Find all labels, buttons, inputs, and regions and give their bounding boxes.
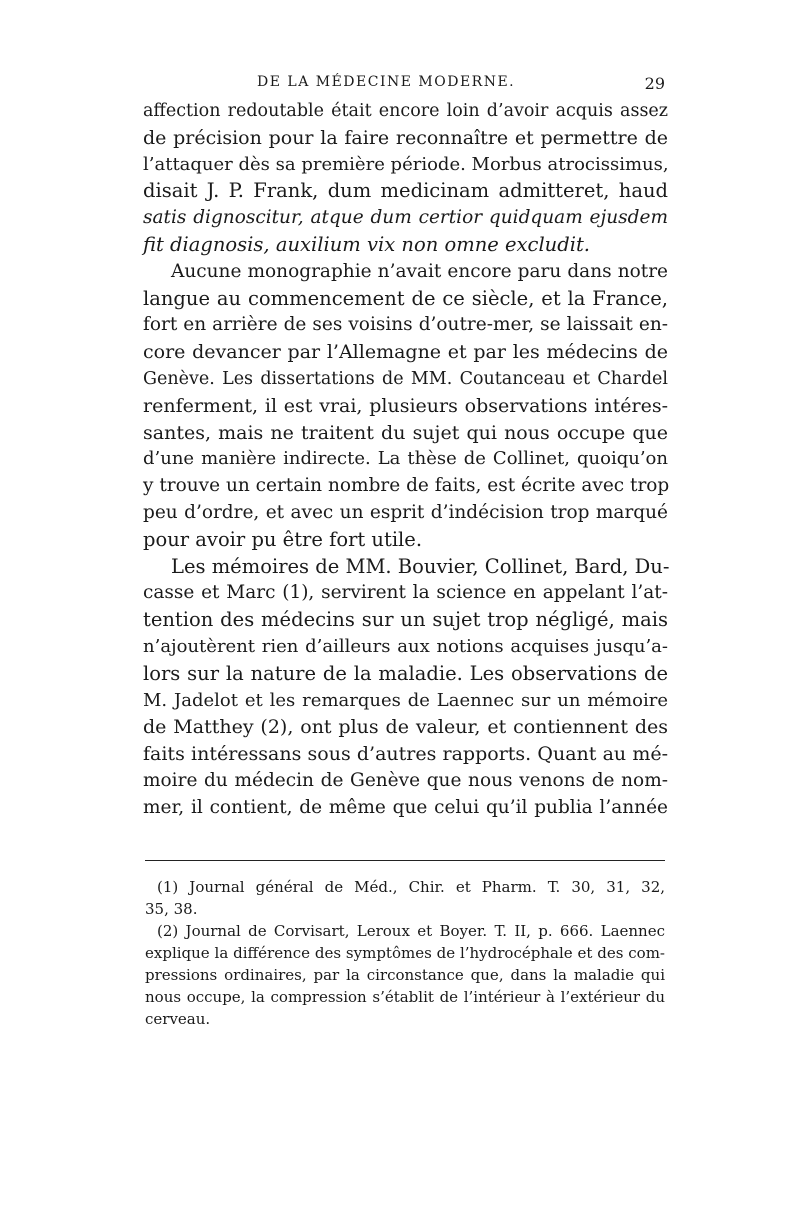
footnote-line: explique la différence des symptômes de l’hydrocéphale et des com- [145, 944, 665, 962]
page-number: 29 [644, 74, 665, 93]
text-line: satis dignoscitur, atque dum certior quidquam ejusdem [143, 207, 668, 229]
text-line: tention des médecins sur un sujet trop négligé, mais [143, 608, 668, 632]
footnote-line: (1) Journal général de Méd., Chir. et Pharm. T. 30, 31, 32, [157, 878, 665, 896]
footnotes [145, 876, 665, 1030]
text-line: Aucune monographie n’avait encore paru dans notre [171, 260, 668, 282]
text-line: faits intéressans sous d’autres rapports. Quant au mé- [143, 743, 668, 766]
running-head [145, 74, 665, 98]
text-line: l’attaquer dès sa première période. Morbus atrocissimus, [143, 153, 669, 175]
text-line: pour avoir pu être fort utile. [143, 527, 423, 551]
text-line: y trouve un certain nombre de faits, est écrite avec trop [143, 475, 670, 497]
footnote-line: nous occupe, la compression s’établit de l’intérieur à l’extérieur du [145, 988, 665, 1006]
running-title: DE LA MÉDECINE MODERNE. [257, 74, 516, 90]
footnote-rule [145, 860, 665, 861]
footnote-line: 35, 38. [145, 900, 198, 918]
text-line: de Matthey (2), ont plus de valeur, et contiennent des [143, 716, 668, 739]
text-line: renferment, il est vrai, plusieurs observations intéres- [143, 394, 668, 417]
footnote-line: cerveau. [145, 1010, 211, 1028]
text-line: casse et Marc (1), servirent la science en appelant l’at- [143, 582, 668, 604]
text-line: fit diagnosis, auxilium vix non omne excludit. [143, 232, 590, 256]
text-line: Genève. Les dissertations de MM. Coutanceau et Chardel [143, 368, 668, 389]
text-line: moire du médecin de Genève que nous venons de nom- [143, 769, 668, 791]
footnote-line: pressions ordinaires, par la circonstance que, dans la maladie qui [145, 966, 665, 984]
text-line: M. Jadelot et les remarques de Laennec sur un mémoire [143, 689, 668, 711]
text-line: disait J. P. Frank, dum medicinam admitteret, haud [143, 179, 668, 203]
footnote-line: (2) Journal de Corvisart, Leroux et Boyer. T. II, p. 666. Laennec [157, 922, 665, 940]
text-line: core devancer par l’Allemagne et par les médecins de [143, 341, 668, 364]
text-line: mer, il contient, de même que celui qu’il publia l’année [143, 796, 668, 818]
body-text [143, 98, 668, 822]
text-line: peu d’ordre, et avec un esprit d’indécision trop marqué [143, 501, 668, 523]
text-line: fort en arrière de ses voisins d’outre-mer, se laissait en- [143, 314, 668, 336]
text-line: n’ajoutèrent rien d’ailleurs aux notions acquises jusqu’a- [143, 635, 668, 657]
text-line: affection redoutable était encore loin d’avoir acquis assez [143, 101, 668, 121]
text-line: santes, mais ne traitent du sujet qui nous occupe que [143, 421, 668, 444]
text-line: Les mémoires de MM. Bouvier, Collinet, Bard, Du- [171, 554, 670, 578]
text-line: langue au commencement de ce siècle, et la France, [143, 286, 668, 310]
text-line: lors sur la nature de la maladie. Les observations de [143, 661, 668, 685]
text-line: de précision pour la faire reconnaître et permettre de [143, 126, 668, 149]
text-line: d’une manière indirecte. La thèse de Collinet, quoiqu’on [143, 448, 668, 470]
